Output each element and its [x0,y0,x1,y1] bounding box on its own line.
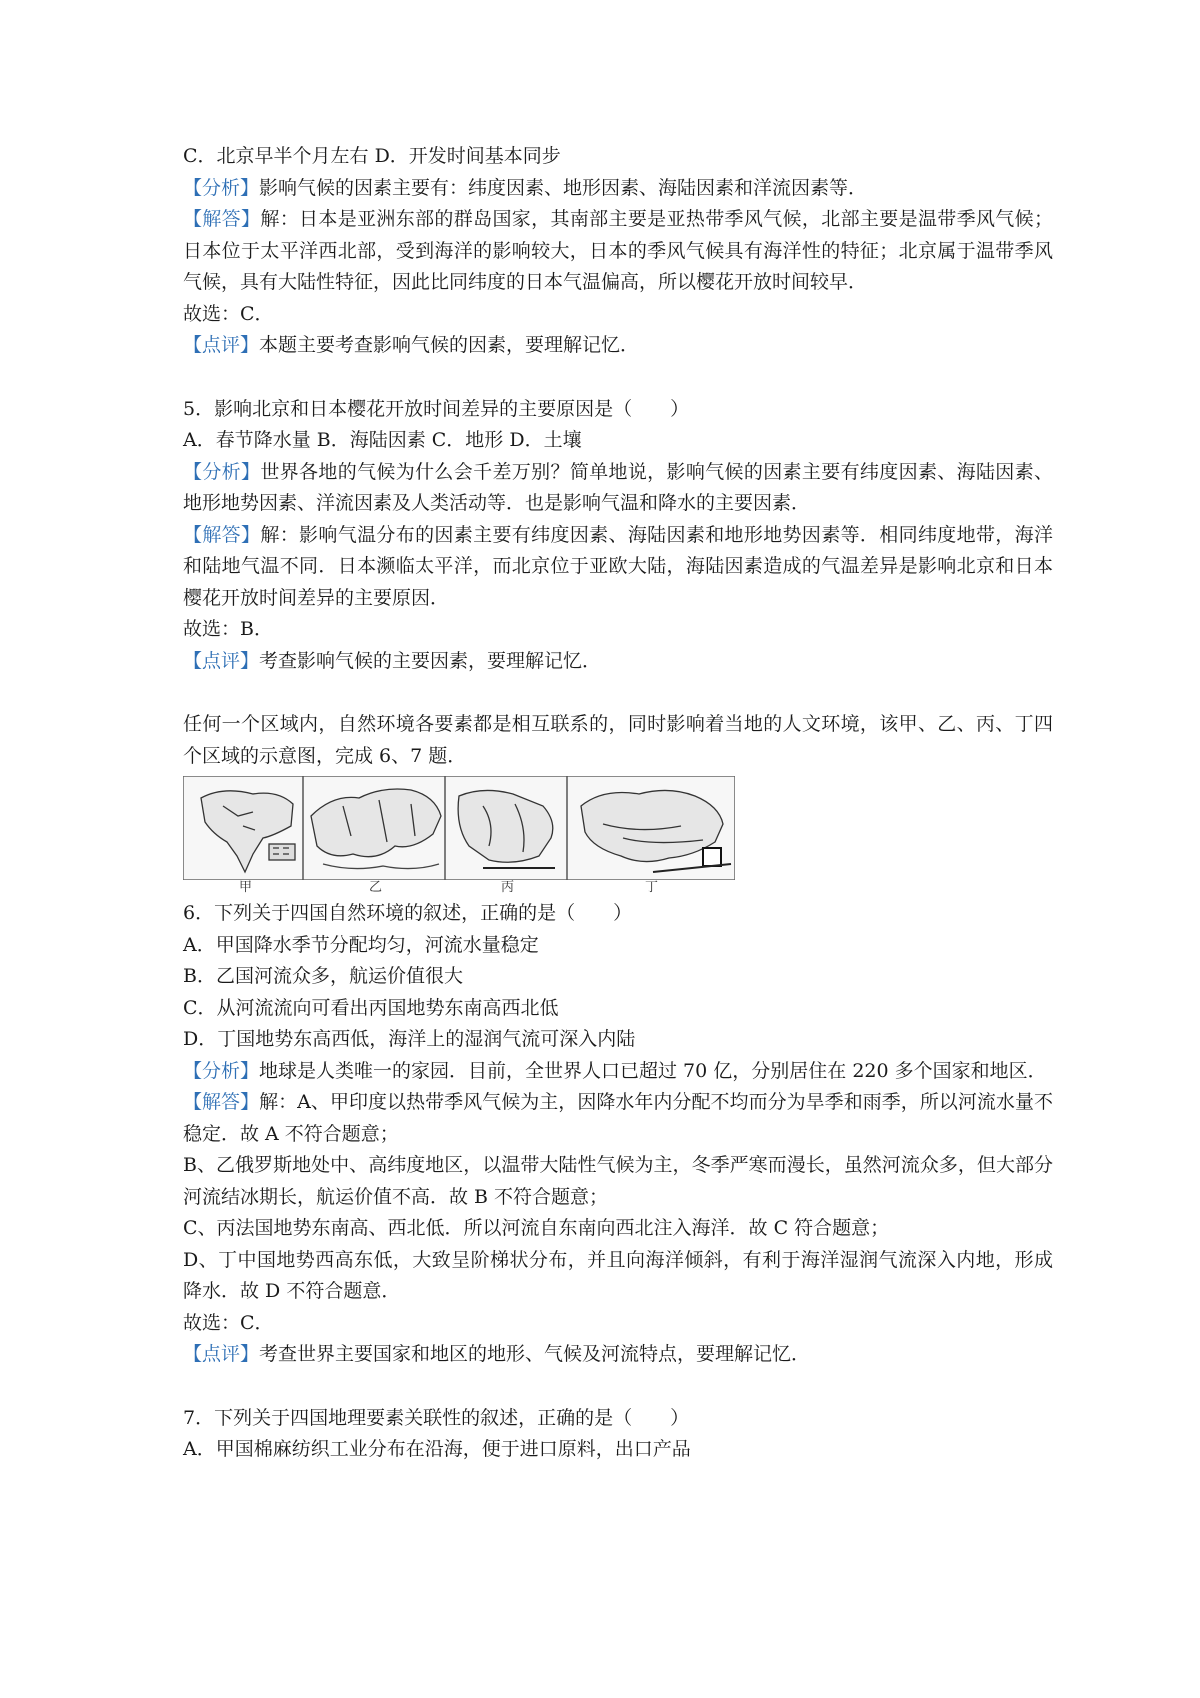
analysis-tag: 【分析】 [183,176,260,199]
q5-choice: 故选：B． [183,618,273,640]
region-maps-image [183,776,735,880]
map-label-ding: 丁 [645,880,659,895]
spacer [183,362,1053,394]
q5-comment [183,646,1053,678]
q6-option-c: C．从河流流向可看出丙国地势东南高西北低 [183,996,559,1019]
q6-stem: 6．下列关于四国自然环境的叙述，正确的是（ ） [183,902,633,924]
answer-tag: 【解答】 [183,208,261,230]
comment-tag: 【点评】 [183,334,260,356]
q5-comment-text: 考查影响气候的主要因素，要理解记忆． [259,649,602,672]
page-content [183,141,1053,1466]
q5-answer-text: 解：影响气温分布的因素主要有纬度因素、海陆因素和地形地势因素等．相同纬度地带，海洋和陆地气温不同．日本濒临太平洋，而北京位于亚欧大陆，海陆因素造成的气温差异是影响北京和日本樱花开放时间差异的主要原因． [183,523,1053,609]
q6-analysis-text: 地球是人类唯一的家园．目前，全世界人口已超过 70 亿，分别居住在 220 多个国家和地区． [259,1059,1047,1082]
q5-stem: 5．影响北京和日本樱花开放时间差异的主要原因是（ ） [183,397,690,420]
q6-analysis [183,1056,1053,1088]
q4-comment [183,330,1053,362]
analysis-tag: 【分析】 [183,460,261,483]
q4-analysis-text: 影响气候的因素主要有：纬度因素、地形因素、海陆因素和洋流因素等． [259,176,868,199]
analysis-tag: 【分析】 [183,1059,260,1082]
map-label-yi: 乙 [369,880,383,895]
q6-answer-b: B、乙俄罗斯地处中、高纬度地区，以温带大陆性气候为主，冬季严寒而漫长，虽然河流众多，但大部分河流结冰期长，航运价值不高．故 B 不符合题意； [183,1154,1053,1208]
q7-stem: 7．下列关于四国地理要素关联性的叙述，正确的是（ ） [183,1406,690,1429]
q6-option-a: A．甲国降水季节分配均匀，河流水量稳定 [183,933,539,956]
q4-options-cd: C．北京早半个月左右 D．开发时间基本同步 [183,145,561,167]
q5-options: A．春节降水量 B．海陆因素 C．地形 D．土壤 [183,429,582,451]
answer-tag: 【解答】 [183,523,261,546]
q4-choice: 故选：C． [183,302,274,325]
q6-comment [183,1339,1053,1371]
q5-analysis-text: 世界各地的气候为什么会千差万别？简单地说，影响气候的因素主要有纬度因素、海陆因素、地形地势因素、洋流因素及人类活动等．也是影响气温和降水的主要因素． [183,460,1053,514]
q6-answer-d: D、丁中国地势西高东低，大致呈阶梯状分布，并且向海洋倾斜，有利于海洋湿润气流深入内地，形成降水．故 D 不符合题意． [183,1248,1053,1302]
q5-answer [183,520,1053,615]
q7-option-a: A．甲国棉麻纺织工业分布在沿海，便于进口原料，出口产品 [183,1438,691,1460]
q6-comment-text: 考查世界主要国家和地区的地形、气候及河流特点，要理解记忆． [259,1343,811,1365]
answer-tag: 【解答】 [183,1091,260,1113]
q4-analysis [183,173,1053,205]
q6-choice: 故选：C． [183,1311,274,1334]
comment-tag: 【点评】 [183,1343,260,1365]
q6-option-d: D．丁国地势东高西低，海洋上的湿润气流可深入内陆 [183,1028,636,1050]
q4-answer-text: 解：日本是亚洲东部的群岛国家，其南部主要是亚热带季风气候，北部主要是温带季风气候；日本位于太平洋西北部，受到海洋的影响较大，日本的季风气候具有海洋性的特征；北京属于温带季风气候，具有大陆性特征，因此比同纬度的日本气温偏高，所以樱花开放时间较早． [183,208,1053,293]
q6-answer-c: C、丙法国地势东南高、西北低．所以河流自东南向西北注入海洋．故 C 符合题意； [183,1217,890,1239]
q6-option-b: B．乙国河流众多，航运价值很大 [183,965,463,987]
q5-analysis [183,457,1053,520]
map-label-bing: 丙 [501,880,515,895]
spacer [183,677,1053,709]
q4-comment-text: 本题主要考查影响气候的因素，要理解记忆． [259,334,640,356]
map-labels [183,880,735,898]
group-intro: 任何一个区域内，自然环境各要素都是相互联系的，同时影响着当地的人文环境，该甲、乙、丙、丁四个区域的示意图，完成 6、7 题． [183,713,1053,767]
four-region-map-strip [183,776,735,896]
q6-answer-a-text: 解：A、甲印度以热带季风气候为主，因降水年内分配不均而分为旱季和雨季，所以河流水量不稳定．故 A 不符合题意； [183,1091,1053,1145]
q4-answer [183,204,1053,299]
q6-answer-a [183,1087,1053,1150]
map-label-jia: 甲 [239,880,253,895]
comment-tag: 【点评】 [183,649,260,672]
spacer [183,1371,1053,1403]
